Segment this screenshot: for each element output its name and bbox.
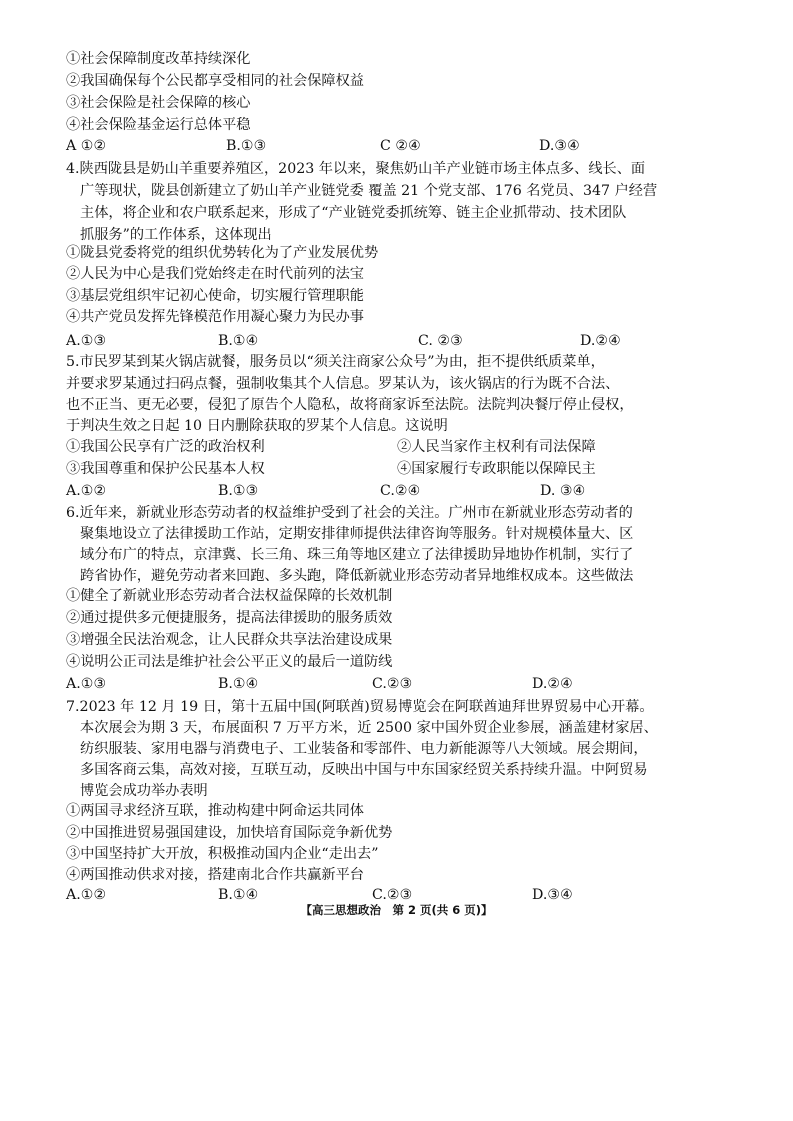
q7-option-d: D.③④ bbox=[532, 887, 573, 903]
q4-item-2: ②人民为中心是我们党始终走在时代前列的法宝 bbox=[66, 266, 364, 282]
q7-item-4: ④两国推动供求对接，搭建南北合作共赢新平台 bbox=[66, 867, 364, 883]
q3-option-a: A ①② bbox=[66, 138, 107, 154]
q3-option-b: B.①③ bbox=[226, 138, 267, 154]
q4-options bbox=[66, 331, 746, 351]
q5-option-c: C.②④ bbox=[380, 483, 421, 499]
q6-option-c: C.②③ bbox=[372, 676, 413, 692]
q5-items-row-2 bbox=[66, 459, 746, 479]
q6-item-4: ④说明公正司法是维护社会公平正义的最后一道防线 bbox=[66, 654, 393, 670]
q6-option-a: A.①③ bbox=[66, 676, 107, 692]
q6-options bbox=[66, 674, 746, 694]
q5-item-3: ③我国尊重和保护公民基本人权 bbox=[66, 461, 265, 477]
q5-item-2: ②人民当家作主权利有司法保障 bbox=[397, 439, 596, 455]
q3-option-d: D.③④ bbox=[539, 138, 580, 154]
q4-stem-3: 主体，将企业和农户联系起来，形成了“产业链党委抓统筹、链主企业抓带动、技术团队 bbox=[80, 205, 627, 221]
q4-item-3: ③基层党组织牢记初心使命，切实履行管理职能 bbox=[66, 288, 364, 304]
q7-stem-5: 博览会成功举办表明 bbox=[80, 783, 208, 799]
q4-option-c: C. ②③ bbox=[418, 333, 463, 349]
q7-item-1: ①两国寻求经济互联，推动构建中阿命运共同体 bbox=[66, 803, 364, 819]
q6-stem-3: 域分布广的特点，京津冀、长三角、珠三角等地区建立了法律援助异地协作机制，实行了 bbox=[80, 547, 634, 563]
q4-stem-1: 4.陕西陇县是奶山羊重要养殖区，2023 年以来，聚焦奶山羊产业链市场主体点多、线长、面 bbox=[66, 161, 646, 177]
q3-item-2: ②我国确保每个公民都享受相同的社会保障权益 bbox=[66, 73, 364, 89]
q7-item-2: ②中国推进贸易强国建设，加快培育国际竞争新优势 bbox=[66, 825, 393, 841]
q7-option-b: B.①④ bbox=[218, 887, 259, 903]
q5-item-4: ④国家履行专政职能以保障民主 bbox=[397, 461, 596, 477]
q5-options bbox=[66, 481, 746, 501]
q6-stem-4: 跨省协作，避免劳动者来回跑、多头跑，降低新就业形态劳动者异地维权成本。这些做法 bbox=[80, 568, 634, 584]
q5-stem-2: 并要求罗某通过扫码点餐，强制收集其个人信息。罗某认为，该火锅店的行为既不合法、 bbox=[66, 376, 620, 392]
q3-option-c: C ②④ bbox=[380, 138, 421, 154]
q6-item-1: ①健全了新就业形态劳动者合法权益保障的长效机制 bbox=[66, 588, 393, 604]
q5-items-row-1 bbox=[66, 437, 746, 457]
q6-item-2: ②通过提供多元便捷服务，提高法律援助的服务质效 bbox=[66, 610, 393, 626]
q3-item-4: ④社会保险基金运行总体平稳 bbox=[66, 117, 251, 133]
q6-option-d: D.②④ bbox=[532, 676, 573, 692]
q7-stem-2: 本次展会为期 3 天，布展面积 7 万平方米，近 2500 家中国外贸企业参展，涵盖建材家居、 bbox=[80, 720, 658, 736]
q4-option-b: B.①④ bbox=[218, 333, 259, 349]
q7-stem-3: 纺织服装、家用电器与消费电子、工业装备和零部件、电力新能源等八大领域。展会期间， bbox=[80, 741, 648, 757]
q5-stem-1: 5.市民罗某到某火锅店就餐，服务员以“须关注商家公众号”为由，拒不提供纸质菜单， bbox=[66, 354, 605, 370]
q4-stem-2: 广等现状，陇县创新建立了奶山羊产业链党委 覆盖 21 个党支部、176 名党员、347 户经营 bbox=[80, 183, 658, 199]
q7-option-c: C.②③ bbox=[372, 887, 413, 903]
q4-stem-4: 抓服务”的工作体系，这体现出 bbox=[80, 227, 272, 243]
page-footer: 【高三思想政治 第 2 页(共 6 页)】 bbox=[300, 903, 493, 917]
q4-item-1: ①陇县党委将党的组织优势转化为了产业发展优势 bbox=[66, 245, 379, 261]
q7-stem-1: 7.2023 年 12 月 19 日，第十五届中国(阿联酋)贸易博览会在阿联酋迪拜世界贸易中心开幕。 bbox=[66, 699, 654, 715]
q6-stem-1: 6.近年来，新就业形态劳动者的权益维护受到了社会的关注。广州市在新就业形态劳动者的 bbox=[66, 505, 633, 521]
q4-option-a: A.①③ bbox=[66, 333, 107, 349]
q4-option-d: D.②④ bbox=[580, 333, 621, 349]
q3-item-3: ③社会保险是社会保障的核心 bbox=[66, 95, 251, 111]
q3-item-1: ①社会保障制度改革持续深化 bbox=[66, 51, 251, 67]
q5-option-b: B.①③ bbox=[218, 483, 259, 499]
q5-stem-4: 于判决生效之日起 10 日内删除获取的罗某个人信息。这说明 bbox=[66, 418, 448, 434]
q7-item-3: ③中国坚持扩大开放，积极推动国内企业“走出去” bbox=[66, 846, 379, 862]
q5-stem-3: 也不正当、更无必要，侵犯了原告个人隐私，故将商家诉至法院。法院判决餐厅停止侵权， bbox=[66, 397, 634, 413]
q5-option-a: A.①② bbox=[66, 483, 107, 499]
q6-option-b: B.①④ bbox=[218, 676, 259, 692]
q5-option-d: D. ③④ bbox=[540, 483, 586, 499]
q6-item-3: ③增强全民法治观念，让人民群众共享法治建设成果 bbox=[66, 632, 393, 648]
q5-item-1: ①我国公民享有广泛的政治权利 bbox=[66, 439, 265, 455]
q3-options bbox=[66, 136, 746, 156]
q6-stem-2: 聚集地设立了法律援助工作站，定期安排律师提供法律咨询等服务。针对规模体量大、区 bbox=[80, 526, 634, 542]
q7-stem-4: 多国客商云集，高效对接，互联互动，反映出中国与中东国家经贸关系持续升温。中阿贸易 bbox=[80, 762, 648, 778]
q4-item-4: ④共产党员发挥先锋模范作用凝心聚力为民办事 bbox=[66, 309, 364, 325]
q7-option-a: A.①② bbox=[66, 887, 107, 903]
